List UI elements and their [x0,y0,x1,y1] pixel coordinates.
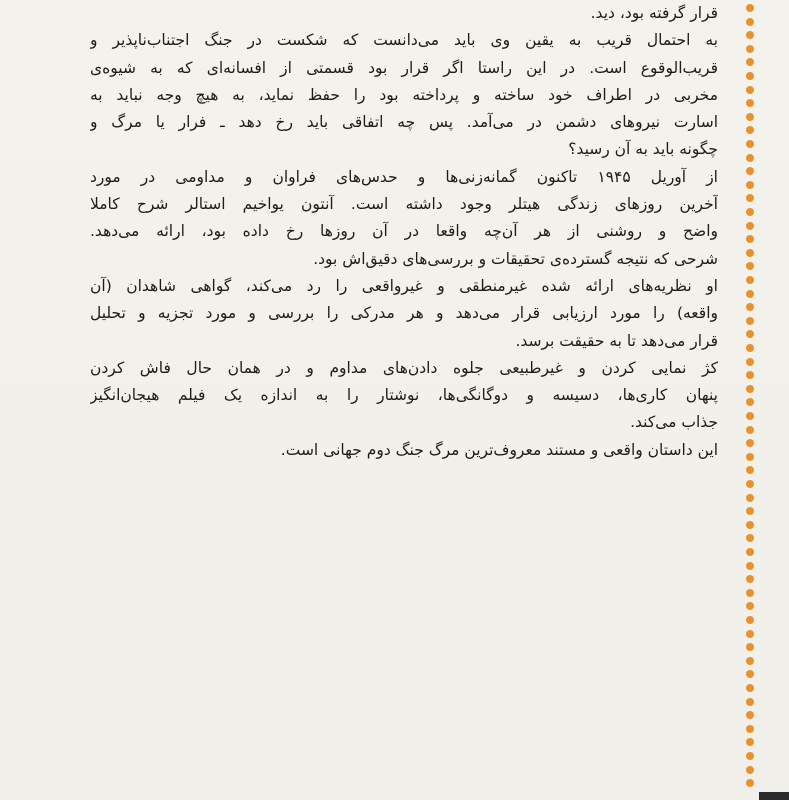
orange-dot [746,86,754,94]
orange-dot [746,453,754,461]
text-line: قرار می‌دهد تا به حقیقت برسد. [515,331,718,350]
orange-dot [746,738,754,746]
text-line: جذاب می‌کند. [630,413,718,432]
paragraph [90,0,718,27]
orange-dot [746,779,754,787]
paragraph [90,273,718,355]
orange-dot [746,752,754,760]
orange-dot [746,181,754,189]
text-line: آخرین روزهای زندگی هیتلر وجود داشته است. آنتون یواخیم استالر شرح کاملا [90,195,718,214]
text-line: واضح و روشنی از هر آن‌چه واقعا در آن روزها رخ داده بود، ارائه می‌دهد. [90,222,718,241]
orange-dot [746,643,754,651]
text-line: مخربی در اطراف خود ساخته و پرداخته بود را حفظ نماید، به هیچ وجه نباید به [90,85,718,104]
orange-dot [746,344,754,352]
orange-dot [746,670,754,678]
orange-dot [746,371,754,379]
orange-dot [746,480,754,488]
orange-dot [746,99,754,107]
orange-dot [746,4,754,12]
orange-dot-border [746,4,756,794]
orange-dot [746,18,754,26]
orange-dot [746,439,754,447]
orange-dot [746,711,754,719]
orange-dot [746,140,754,148]
orange-dot [746,725,754,733]
orange-dot [746,466,754,474]
orange-dot [746,684,754,692]
text-line: به احتمال قریب به یقین وی باید می‌دانست که شکست در جنگ اجتناب‌ناپذیر و [90,31,718,50]
orange-dot [746,657,754,665]
orange-dot [746,766,754,774]
text-line: از آوریل ۱۹۴۵ تاکنون گمانه‌زنی‌ها و حدس‌های فراوان و مداومی در مورد [90,167,718,186]
text-line: پنهان کاری‌ها، دسیسه و دوگانگی‌ها، نوشتار را به اندازه یک فیلم هیجان‌انگیز [90,386,718,405]
orange-dot [746,630,754,638]
orange-dot [746,167,754,175]
orange-dot [746,208,754,216]
text-line: قرار گرفته بود، دید. [590,4,718,22]
orange-dot [746,412,754,420]
orange-dot [746,154,754,162]
paragraph [90,164,718,273]
paragraph [90,27,718,163]
orange-dot [746,317,754,325]
orange-dot [746,58,754,66]
page-corner-mark [759,792,789,800]
orange-dot [746,589,754,597]
text-line: او نظریه‌های ارائه شده غیرمنطقی و غیرواقعی را رد می‌کند، گواهی شاهدان (آن [90,276,718,295]
orange-dot [746,548,754,556]
orange-dot [746,276,754,284]
text-line: اسارت نیروهای دشمن در می‌آمد. پس چه اتفاقی باید رخ دهد ـ فرار یا مرگ و [90,113,718,132]
text-line: کژ نمایی کردن و غیرطبیعی جلوه دادن‌های مداوم و در همان حال فاش کردن [90,358,718,377]
orange-dot [746,426,754,434]
orange-dot [746,290,754,298]
orange-dot [746,222,754,230]
orange-dot [746,249,754,257]
orange-dot [746,616,754,624]
orange-dot [746,385,754,393]
orange-dot [746,235,754,243]
text-line: چگونه باید به آن رسید؟ [568,140,718,159]
orange-dot [746,45,754,53]
paragraph [90,437,718,464]
orange-dot [746,330,754,338]
orange-dot [746,31,754,39]
text-line: این داستان واقعی و مستند معروف‌ترین مرگ جنگ دوم جهانی است. [280,440,718,459]
orange-dot [746,113,754,121]
orange-dot [746,494,754,502]
orange-dot [746,602,754,610]
orange-dot [746,521,754,529]
orange-dot [746,358,754,366]
orange-dot [746,303,754,311]
text-line: قریب‌الوقوع است. در این راستا اگر قرار بود قسمتی از افسانه‌ای که به شیوه‌ی [90,58,718,77]
text-line: واقعه) را مورد ارزیابی قرار می‌دهد و هر مدرکی را بررسی و مورد تجزیه و تحلیل [90,304,718,323]
orange-dot [746,534,754,542]
orange-dot [746,507,754,515]
orange-dot [746,194,754,202]
orange-dot [746,562,754,570]
orange-dot [746,72,754,80]
orange-dot [746,698,754,706]
orange-dot [746,575,754,583]
text-line: شرحی که نتیجه گسترده‌ی تحقیقات و بررسی‌های دقیق‌اش بود. [313,249,718,268]
paragraph [90,355,718,437]
orange-dot [746,398,754,406]
orange-dot [746,126,754,134]
back-cover-text [90,0,718,464]
orange-dot [746,262,754,270]
